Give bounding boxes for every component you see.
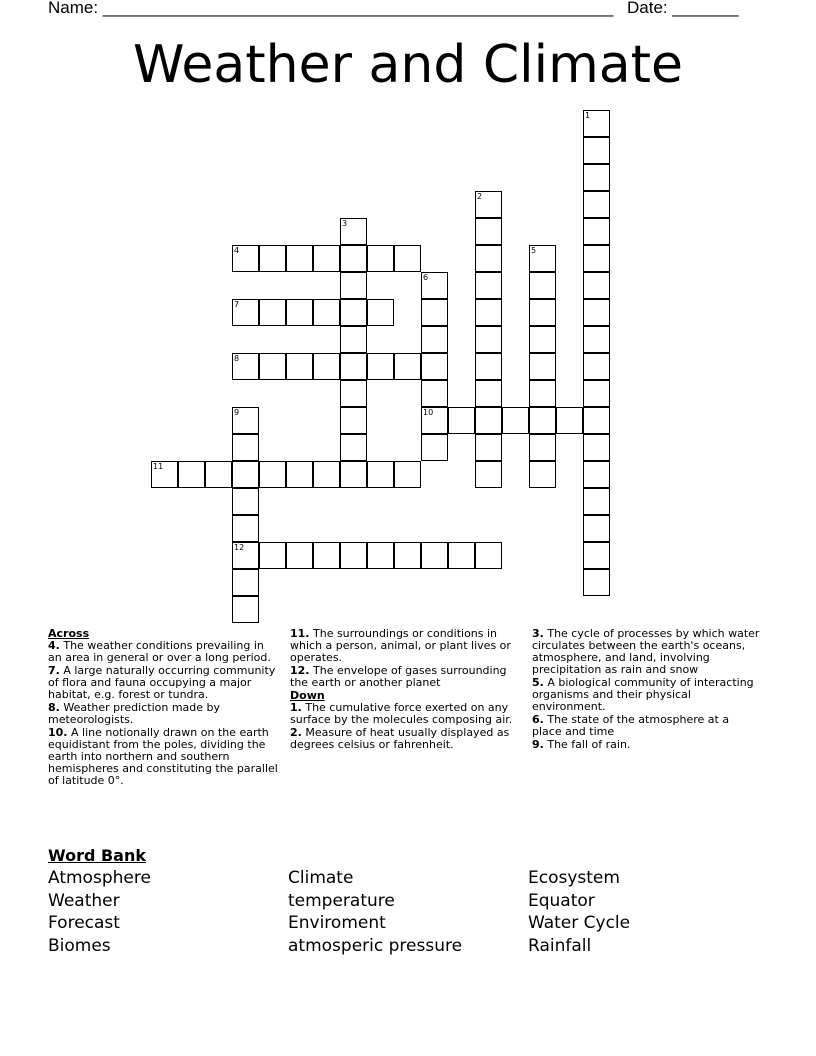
grid-cell[interactable] [232, 434, 259, 461]
clue-number: 8. [48, 701, 60, 714]
clue-across-10 [48, 727, 278, 787]
grid-cell[interactable] [340, 434, 367, 461]
grid-cell[interactable] [475, 272, 502, 299]
grid-cell[interactable] [502, 407, 529, 434]
clue-number-label: 2 [477, 192, 483, 201]
grid-cell[interactable] [232, 515, 259, 542]
grid-cell[interactable] [394, 353, 421, 380]
grid-cell[interactable] [475, 218, 502, 245]
grid-cell[interactable] [583, 542, 610, 569]
clue-down-6 [532, 714, 762, 738]
clues-column-3 [532, 628, 762, 752]
clue-number: 3. [532, 627, 544, 640]
grid-cell[interactable] [475, 542, 502, 569]
clue-number-label: 3 [342, 219, 348, 228]
grid-cell[interactable] [340, 326, 367, 353]
header [48, 0, 748, 18]
grid-cell[interactable] [151, 461, 178, 488]
grid-cell[interactable] [232, 461, 259, 488]
clue-text: Measure of heat usually displayed as degrees celsius or fahrenheit. [290, 726, 510, 751]
grid-cell[interactable] [583, 218, 610, 245]
grid-cell[interactable] [583, 245, 610, 272]
word-bank-item: Rainfall [528, 935, 592, 956]
grid-cell[interactable] [583, 461, 610, 488]
clue-text: The cycle of processes by which water circulates between the earth's oceans, atmosphere, and land, involving precipitation as rain and snow [532, 627, 760, 676]
clue-number-label: 6 [423, 273, 429, 282]
clue-across-7 [48, 665, 278, 701]
grid-cell[interactable] [529, 380, 556, 407]
grid-cell[interactable] [340, 380, 367, 407]
grid-cell[interactable] [421, 380, 448, 407]
grid-cell[interactable] [583, 191, 610, 218]
clue-text: The weather conditions prevailing in an area in general or over a long period. [48, 639, 271, 664]
grid-cell[interactable] [313, 353, 340, 380]
clue-text: A large naturally occurring community of flora and fauna occupying a major habitat, e.g. forest or tundra. [48, 664, 276, 701]
clue-text: A biological community of interacting organisms and their physical environment. [532, 676, 754, 713]
word-bank-column-2 [288, 867, 518, 957]
grid-cell[interactable] [232, 353, 259, 380]
grid-cell[interactable] [286, 353, 313, 380]
clue-number: 11. [290, 627, 310, 640]
grid-cell[interactable] [340, 407, 367, 434]
grid-cell[interactable] [583, 137, 610, 164]
grid-cell[interactable] [340, 272, 367, 299]
clues-column-1 [48, 628, 278, 788]
grid-cell[interactable] [259, 299, 286, 326]
grid-cell[interactable] [583, 299, 610, 326]
grid-cell[interactable] [340, 461, 367, 488]
word-bank-item: Enviroment [288, 913, 386, 933]
clue-number-label: 10 [423, 408, 434, 417]
clue-number-label: 7 [234, 300, 240, 309]
clue-down-5 [532, 677, 762, 713]
clue-text: Weather prediction made by meteorologists. [48, 701, 221, 726]
grid-cell[interactable] [475, 380, 502, 407]
grid-cell[interactable] [340, 299, 367, 326]
grid-cell[interactable] [232, 569, 259, 596]
grid-cell[interactable] [259, 245, 286, 272]
grid-cell[interactable] [259, 461, 286, 488]
date-field[interactable]: Date: _______ [627, 0, 739, 17]
grid-cell[interactable] [583, 353, 610, 380]
grid-cell[interactable] [583, 380, 610, 407]
clue-number: 4. [48, 639, 60, 652]
grid-cell[interactable] [583, 407, 610, 434]
clues-column-2 [290, 628, 520, 752]
name-field[interactable]: Name: ______________________________________________________ [48, 0, 614, 17]
clue-text: The fall of rain. [547, 738, 631, 751]
grid-cell[interactable] [421, 326, 448, 353]
grid-cell[interactable] [394, 461, 421, 488]
grid-cell[interactable] [367, 245, 394, 272]
word-bank-item: Water Cycle [528, 913, 631, 933]
grid-cell[interactable] [529, 272, 556, 299]
grid-cell[interactable] [340, 218, 367, 245]
grid-cell[interactable] [232, 596, 259, 623]
grid-cell[interactable] [286, 299, 313, 326]
clue-number-label: 8 [234, 354, 240, 363]
grid-cell[interactable] [529, 407, 556, 434]
clue-number: 1. [290, 701, 302, 714]
down-heading: Down [290, 689, 325, 702]
word-bank-column-1 [48, 867, 278, 957]
word-bank-item: atmosperic pressure [288, 935, 463, 956]
grid-cell[interactable] [340, 245, 367, 272]
word-bank-item: Ecosystem [528, 868, 620, 888]
grid-cell[interactable] [421, 542, 448, 569]
grid-cell[interactable] [583, 164, 610, 191]
grid-cell[interactable] [448, 407, 475, 434]
grid-cell[interactable] [529, 326, 556, 353]
grid-cell[interactable] [178, 461, 205, 488]
clue-number: 9. [532, 738, 544, 751]
grid-cell[interactable] [340, 353, 367, 380]
clue-number-label: 5 [531, 246, 537, 255]
grid-cell[interactable] [421, 299, 448, 326]
grid-cell[interactable] [475, 245, 502, 272]
clue-number-label: 12 [234, 543, 245, 552]
grid-cell[interactable] [421, 353, 448, 380]
grid-cell[interactable] [232, 245, 259, 272]
grid-cell[interactable] [232, 542, 259, 569]
grid-cell[interactable] [286, 542, 313, 569]
word-bank-item: Atmosphere [48, 868, 151, 888]
grid-cell[interactable] [421, 434, 448, 461]
grid-cell[interactable] [529, 353, 556, 380]
grid-cell[interactable] [421, 272, 448, 299]
clue-number-label: 9 [234, 408, 240, 417]
clue-number: 5. [532, 676, 544, 689]
clue-number: 2. [290, 726, 302, 739]
word-bank-column-3 [528, 867, 758, 957]
grid-cell[interactable] [475, 407, 502, 434]
grid-cell[interactable] [475, 434, 502, 461]
grid-cell[interactable] [394, 245, 421, 272]
grid-cell[interactable] [475, 353, 502, 380]
grid-cell[interactable] [529, 461, 556, 488]
clue-down-9 [532, 739, 762, 751]
word-bank-item: Weather [48, 890, 120, 911]
clue-down-1 [290, 702, 520, 726]
clue-number: 12. [290, 664, 310, 677]
grid-cell[interactable] [475, 191, 502, 218]
clue-across-4 [48, 640, 278, 664]
clue-down-3 [532, 628, 762, 676]
word-bank-item: Biomes [48, 935, 111, 956]
grid-cell[interactable] [556, 407, 583, 434]
grid-cell[interactable] [583, 569, 610, 596]
grid-cell[interactable] [583, 272, 610, 299]
clue-number-label: 4 [234, 246, 240, 255]
grid-cell[interactable] [475, 299, 502, 326]
grid-cell[interactable] [286, 461, 313, 488]
grid-cell[interactable] [232, 488, 259, 515]
grid-cell[interactable] [313, 245, 340, 272]
clue-text: The envelope of gases surrounding the earth or another planet [290, 664, 507, 689]
clue-number: 6. [532, 713, 544, 726]
clue-across-12 [290, 665, 520, 689]
grid-cell[interactable] [367, 461, 394, 488]
clue-number: 10. [48, 726, 68, 739]
grid-cell[interactable] [583, 110, 610, 137]
page-title: Weather and Climate [133, 35, 683, 95]
grid-cell[interactable] [205, 461, 232, 488]
word-bank-item: Climate [288, 868, 354, 888]
clue-number: 7. [48, 664, 60, 677]
grid-cell[interactable] [259, 542, 286, 569]
clue-down-2 [290, 727, 520, 751]
grid-cell[interactable] [232, 299, 259, 326]
clue-across-11 [290, 628, 520, 664]
grid-cell[interactable] [421, 407, 448, 434]
clue-number-label: 11 [153, 462, 164, 471]
grid-cell[interactable] [394, 542, 421, 569]
grid-cell[interactable] [529, 434, 556, 461]
word-bank-item: Equator [528, 890, 595, 911]
grid-cell[interactable] [259, 353, 286, 380]
grid-cell[interactable] [286, 245, 313, 272]
clue-text: A line notionally drawn on the earth equidistant from the poles, dividing the earth into northern and southern hemispheres and constituting the parallel of latitude 0°. [48, 726, 278, 787]
grid-cell[interactable] [529, 299, 556, 326]
across-heading: Across [48, 627, 90, 640]
grid-cell[interactable] [367, 353, 394, 380]
grid-cell[interactable] [340, 542, 367, 569]
grid-cell[interactable] [313, 299, 340, 326]
clue-text: The cumulative force exerted on any surface by the molecules composing air. [290, 701, 513, 726]
word-bank-item: Forecast [48, 913, 120, 933]
grid-cell[interactable] [448, 542, 475, 569]
clue-text: The surroundings or conditions in which a person, animal, or plant lives or operates. [290, 627, 511, 664]
grid-cell[interactable] [367, 542, 394, 569]
clue-number-label: 1 [585, 111, 591, 120]
word-bank-title: Word Bank [48, 846, 147, 865]
clue-text: The state of the atmosphere at a place and time [532, 713, 730, 738]
grid-cell[interactable] [583, 488, 610, 515]
word-bank-item: temperature [288, 890, 395, 911]
grid-cell[interactable] [367, 299, 394, 326]
grid-cell[interactable] [475, 326, 502, 353]
grid-cell[interactable] [583, 326, 610, 353]
grid-cell[interactable] [313, 461, 340, 488]
grid-cell[interactable] [475, 461, 502, 488]
clue-across-8 [48, 702, 278, 726]
grid-cell[interactable] [313, 542, 340, 569]
grid-cell[interactable] [583, 515, 610, 542]
grid-cell[interactable] [232, 407, 259, 434]
grid-cell[interactable] [583, 434, 610, 461]
grid-cell[interactable] [529, 245, 556, 272]
